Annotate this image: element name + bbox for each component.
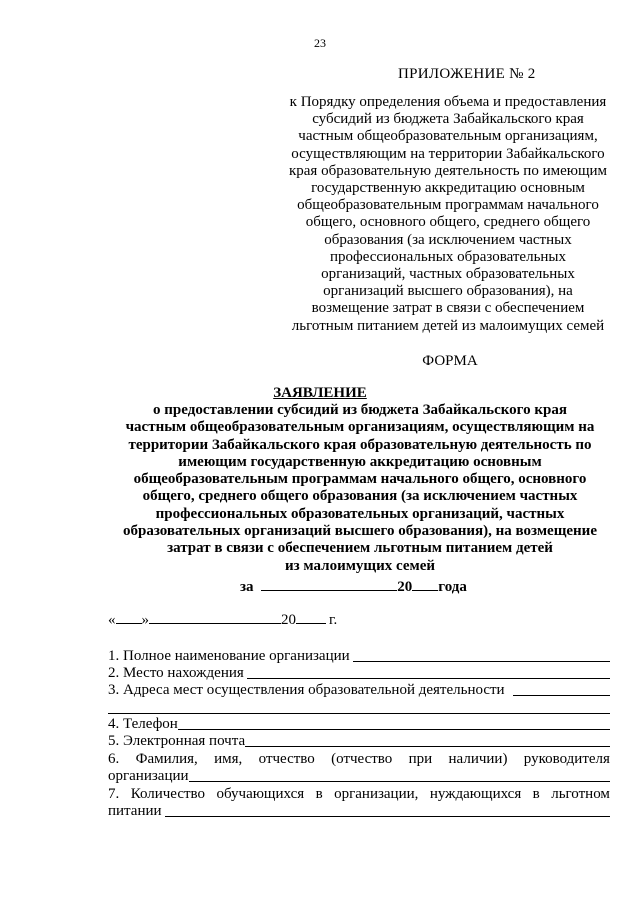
period-year-prefix: 20: [397, 579, 413, 595]
email-blank-field[interactable]: [245, 734, 610, 747]
appendix-description: [283, 94, 613, 335]
field-label: питании: [108, 803, 162, 819]
period-year-blank-field[interactable]: [412, 578, 438, 591]
field-label-word: Количество: [130, 786, 206, 802]
field-label-word: руководителя: [523, 751, 610, 767]
appendix-line: частным общеобразовательным организациям,: [298, 128, 598, 145]
appendix-line: общего, основного общего, среднего общего: [305, 214, 591, 231]
field-label-word: 7.: [108, 786, 120, 802]
appendix-line: осуществляющим на территории Забайкальского: [291, 145, 605, 162]
form-label-row: [0, 353, 640, 370]
document-title: ЗАЯВЛЕНИЕ: [273, 385, 367, 401]
field-activity-addresses: [108, 682, 610, 699]
period-prefix: за: [240, 579, 254, 595]
form-label: ФОРМА: [422, 353, 478, 369]
heading-line: затрат в связи с обеспечением льготным питанием детей: [167, 540, 553, 557]
appendix-line: образования (за исключением частных: [324, 231, 572, 248]
field-label-word: в: [532, 786, 540, 802]
field-label-word: наличии): [448, 751, 508, 767]
heading-line: из малоимущих семей: [284, 557, 435, 574]
date-year-prefix: 20: [281, 612, 296, 628]
activity-addresses-continuation-blank-field[interactable]: [108, 713, 610, 714]
field-label: 2. Место нахождения: [108, 665, 244, 681]
field-label: организации: [108, 768, 189, 784]
field-label-word: (отчество: [331, 751, 393, 767]
field-label-word: нуждающихся: [429, 786, 522, 802]
field-phone: [108, 716, 610, 733]
field-location: [108, 665, 610, 682]
appendix-line: субсидий из бюджета Забайкальского края: [312, 111, 584, 128]
appendix-line: общеобразовательным программам начального: [297, 197, 599, 214]
field-organization-name: [108, 648, 610, 665]
heading-line: о предоставлении субсидий из бюджета Забайкальского края: [153, 402, 567, 418]
field-label-word: льготном: [551, 786, 610, 802]
appendix-line: организаций, частных образовательных: [321, 266, 575, 283]
heading-line: частным общеобразовательным организациям, осуществляющим на: [125, 419, 595, 436]
appendix-title: ПРИЛОЖЕНИЕ № 2: [398, 66, 536, 82]
date-year-suffix: г.: [329, 612, 338, 628]
director-name-blank-field[interactable]: [189, 769, 610, 782]
appendix-line: государственную аккредитацию основным: [311, 180, 585, 197]
date-year-blank-field[interactable]: [296, 611, 326, 624]
field-label-word: имя,: [214, 751, 243, 767]
heading-line: общего, среднего общего образования (за исключением частных: [142, 488, 578, 505]
heading-line: образовательных организаций высшего образования), на возмещение: [123, 523, 597, 540]
heading-line: территории Забайкальского края образовательную деятельность по: [128, 436, 592, 453]
period-blank-field[interactable]: [261, 578, 397, 591]
appendix-line: возмещение затрат в связи с обеспечением: [311, 300, 585, 317]
appendix-line: к Порядку определения объема и предоставления: [289, 94, 607, 110]
appendix-line: профессиональных образовательных: [329, 248, 567, 265]
field-label-word: в: [315, 786, 323, 802]
field-label-word: отчество: [258, 751, 315, 767]
field-label-word: Фамилия,: [135, 751, 198, 767]
date-day-blank-field[interactable]: [116, 611, 142, 624]
student-count-blank-field[interactable]: [165, 804, 610, 817]
field-label-word: обучающихся: [216, 786, 305, 802]
location-blank-field[interactable]: [247, 666, 610, 679]
field-label-word: организации,: [334, 786, 419, 802]
heading-line: имеющим государственную аккредитацию основным: [178, 453, 542, 470]
field-director-name-label: [108, 751, 610, 768]
date-close-quote: »: [141, 612, 149, 628]
field-label-word: 6.: [108, 751, 120, 767]
field-label: 3. Адреса мест осуществления образовательной деятельности: [108, 682, 505, 698]
appendix-line: края образовательную деятельность по имеющим: [288, 162, 608, 179]
page-number: 23: [314, 36, 326, 50]
application-date: [108, 611, 337, 629]
document-heading: [110, 402, 610, 575]
activity-addresses-blank-field[interactable]: [513, 683, 610, 696]
field-student-count: [108, 803, 610, 820]
date-month-blank-field[interactable]: [149, 611, 281, 624]
period-suffix: года: [438, 579, 467, 595]
heading-line: профессиональных образовательных организаций, частных: [155, 505, 565, 522]
field-label-word: при: [408, 751, 433, 767]
field-email: [108, 733, 610, 750]
organization-name-blank-field[interactable]: [353, 649, 610, 662]
appendix-line: льготным питанием детей из малоимущих семей: [291, 317, 605, 334]
phone-blank-field[interactable]: [178, 717, 610, 730]
field-label: 4. Телефон: [108, 716, 178, 732]
appendix-line: организаций высшего образования), на: [323, 283, 573, 300]
date-open-quote: «: [108, 612, 116, 628]
field-label: 5. Электронная почта: [108, 733, 246, 749]
reporting-period: [240, 578, 467, 596]
field-label: 1. Полное наименование организации: [108, 648, 350, 664]
field-director-name: [108, 768, 610, 785]
heading-line: общеобразовательным программам начального общего, основного: [133, 471, 587, 488]
field-student-count-label: [108, 786, 610, 803]
